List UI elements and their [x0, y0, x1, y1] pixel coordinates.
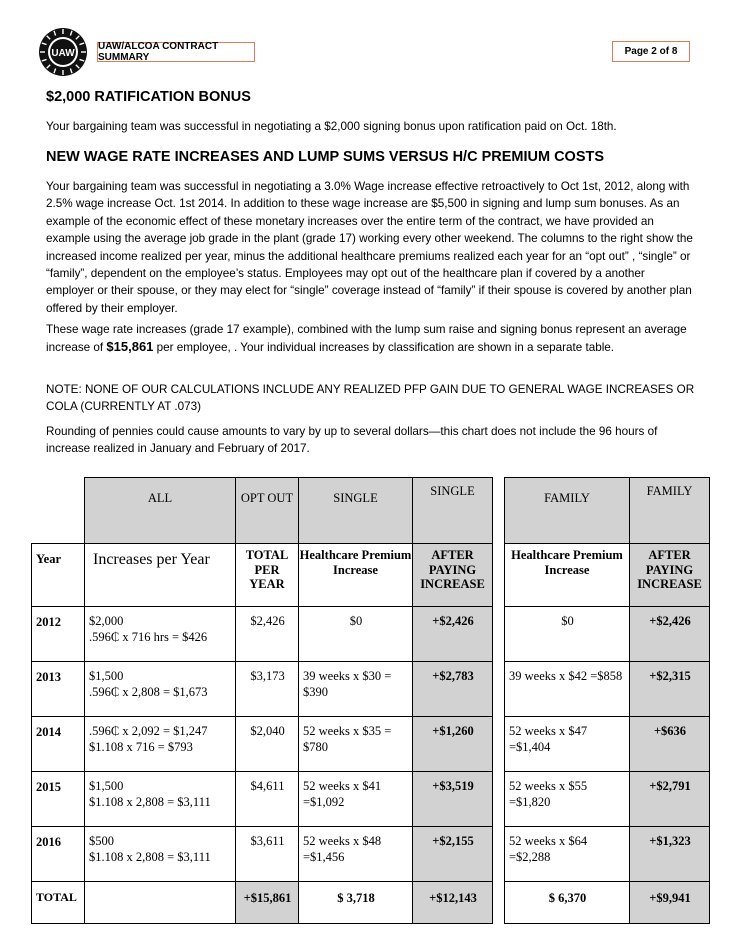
table-gap	[493, 544, 505, 607]
row-year: 2013	[32, 662, 85, 717]
row-increase-line-1: $1,500	[89, 669, 124, 683]
table-sub-header-row	[32, 544, 710, 607]
row-increase-line-1: $2,000	[89, 614, 124, 628]
note-paragraph: NOTE: NONE OF OUR CALCULATIONS INCLUDE ANY REALIZED PFP GAIN DUE TO GENERAL WAGE INCREASES OR COLA (CURRENTLY AT .073)	[46, 383, 695, 414]
row-single-healthcare: 52 weeks x $48 =$1,456	[299, 827, 413, 882]
subheader-single-healthcare: Healthcare Premium Increase	[299, 544, 413, 607]
average-increase-paragraph	[46, 321, 696, 357]
total-single-after: +$12,143	[413, 882, 493, 924]
doc-title-box	[97, 42, 255, 62]
row-total-per-year: $3,173	[236, 662, 299, 717]
row-increase-line-1: $1,500	[89, 779, 124, 793]
header-opt-out-label: OPT OUT	[240, 491, 294, 505]
row-single-healthcare: 39 weeks x $30 = $390	[299, 662, 413, 717]
row-family-healthcare: $0	[505, 607, 630, 662]
subheader-family-after: AFTER PAYING INCREASE	[630, 544, 710, 607]
table-row	[32, 827, 710, 882]
row-increase-line-1: .596₵ x 2,092 = $1,247	[89, 724, 208, 738]
table-row	[32, 662, 710, 717]
doc-title: UAW/ALCOA CONTRACT SUMMARY	[98, 41, 219, 63]
table-gap	[493, 827, 505, 882]
total-family-healthcare: $ 6,370	[505, 882, 630, 924]
header-opt-out	[236, 478, 299, 544]
row-increase-line-1: $500	[89, 834, 114, 848]
table-gap	[493, 882, 505, 924]
row-increase-line-2: $1.108 x 2,808 = $3,111	[89, 850, 211, 864]
average-increase-text-1: These wage rate increases (grade 17 example), combined with the lump sum raise and signing bonus represent an average increase of	[46, 323, 687, 355]
subheader-increases: Increases per Year	[85, 544, 236, 607]
table-gap	[493, 662, 505, 717]
ratification-body: Your bargaining team was successful in negotiating a $2,000 signing bonus upon ratification paid on Oct. 18th.	[46, 120, 617, 133]
total-single-healthcare: $ 3,718	[299, 882, 413, 924]
table-gap	[493, 717, 505, 772]
row-total-per-year: $4,611	[236, 772, 299, 827]
subheader-total-per-year: TOTAL PER YEAR	[236, 544, 299, 607]
total-increases-empty	[85, 882, 236, 924]
row-family-after: +$2,791	[630, 772, 710, 827]
ratification-heading: $2,000 RATIFICATION BONUS	[46, 89, 251, 105]
row-single-healthcare: 52 weeks x $41 =$1,092	[299, 772, 413, 827]
row-year: 2012	[32, 607, 85, 662]
row-increase-line-2: $1.108 x 716 = $793	[89, 740, 193, 754]
table-top-header-row	[32, 478, 710, 544]
row-year: 2014	[32, 717, 85, 772]
row-total-per-year: $3,611	[236, 827, 299, 882]
rounding-paragraph: Rounding of pennies could cause amounts to vary by up to several dollars—this chart does not include the 96 hours of increase realized in January and February of 2017.	[46, 425, 658, 456]
row-single-after: +$1,260	[413, 717, 493, 772]
row-increases	[85, 772, 236, 827]
row-family-healthcare: 52 weeks x $47 =$1,404	[505, 717, 630, 772]
row-family-after: +$636	[630, 717, 710, 772]
uaw-logo-seal	[38, 27, 88, 77]
table-row	[32, 607, 710, 662]
row-increases	[85, 717, 236, 772]
table-total-row	[32, 882, 710, 924]
row-total-per-year: $2,426	[236, 607, 299, 662]
row-year: 2016	[32, 827, 85, 882]
wage-table	[31, 477, 710, 924]
row-single-healthcare: 52 weeks x $35 = $780	[299, 717, 413, 772]
row-family-healthcare: 39 weeks x $42 =$858	[505, 662, 630, 717]
subheader-family-healthcare: Healthcare Premium Increase	[505, 544, 630, 607]
subheader-year: Year	[32, 544, 85, 607]
page-number: Page 2 of 8	[624, 46, 678, 57]
table-gap	[493, 607, 505, 662]
table-row	[32, 772, 710, 827]
table-row	[32, 717, 710, 772]
total-label: TOTAL	[32, 882, 85, 924]
row-year: 2015	[32, 772, 85, 827]
row-single-healthcare: $0	[299, 607, 413, 662]
row-single-after: +$2,155	[413, 827, 493, 882]
average-increase-amount: $15,861	[106, 339, 154, 355]
row-increases	[85, 662, 236, 717]
row-increases	[85, 607, 236, 662]
header-family: FAMILY	[505, 478, 630, 544]
row-family-healthcare: 52 weeks x $64 =$2,288	[505, 827, 630, 882]
row-single-after: +$2,783	[413, 662, 493, 717]
row-total-per-year: $2,040	[236, 717, 299, 772]
subheader-single-after: AFTER PAYING INCREASE	[413, 544, 493, 607]
wage-heading: NEW WAGE RATE INCREASES AND LUMP SUMS VERSUS H/C PREMIUM COSTS	[46, 149, 605, 165]
header-single: SINGLE	[299, 478, 413, 544]
row-increases	[85, 827, 236, 882]
row-increase-line-2: $1.108 x 2,808 = $3,111	[89, 795, 211, 809]
table-corner	[32, 478, 85, 544]
row-single-after: +$2,426	[413, 607, 493, 662]
row-family-after: +$2,426	[630, 607, 710, 662]
table-gap	[493, 478, 505, 544]
total-per-year: +$15,861	[236, 882, 299, 924]
header-all: ALL	[85, 478, 236, 544]
row-single-after: +$3,519	[413, 772, 493, 827]
average-increase-text-2: per employee, . Your individual increases by classification are shown in a separate table.	[153, 341, 615, 355]
header-single-2: SINGLE	[413, 478, 493, 544]
row-family-after: +$1,323	[630, 827, 710, 882]
header-family-2: FAMILY	[630, 478, 710, 544]
row-increase-line-2: .596₵ x 2,808 = $1,673	[89, 685, 208, 699]
wage-paragraph: Your bargaining team was successful in negotiating a 3.0% Wage increase effective retroactively to Oct 1st, 2012, along with 2.5% wage increase Oct. 1st 2014. In addition to these wage increase are $5,500 in signing and lump sum bonuses. As an example of the economic effect of these monetary increases over the entire term of the contract, we have provided an example using the average job grade in the plant (grade 17) working every other weekend. The columns to the right show the increased income realized per year, minus the additional healthcare premiums realized each year for an “opt out” , “single” or “family”, dependent on the employee’s status. Employees may opt out of the healthcare plan if covered by a another employer or their spouse, or they may elect for “single” coverage instead of “family” if their spouse is covered by another plan offered by their employer.	[46, 180, 693, 315]
row-family-healthcare: 52 weeks x $55 =$1,820	[505, 772, 630, 827]
logo-text: UAW	[51, 48, 75, 59]
row-family-after: +$2,315	[630, 662, 710, 717]
page-number-box	[612, 41, 690, 62]
table-gap	[493, 772, 505, 827]
total-family-after: +$9,941	[630, 882, 710, 924]
row-increase-line-2: .596₵ x 716 hrs = $426	[89, 630, 208, 644]
